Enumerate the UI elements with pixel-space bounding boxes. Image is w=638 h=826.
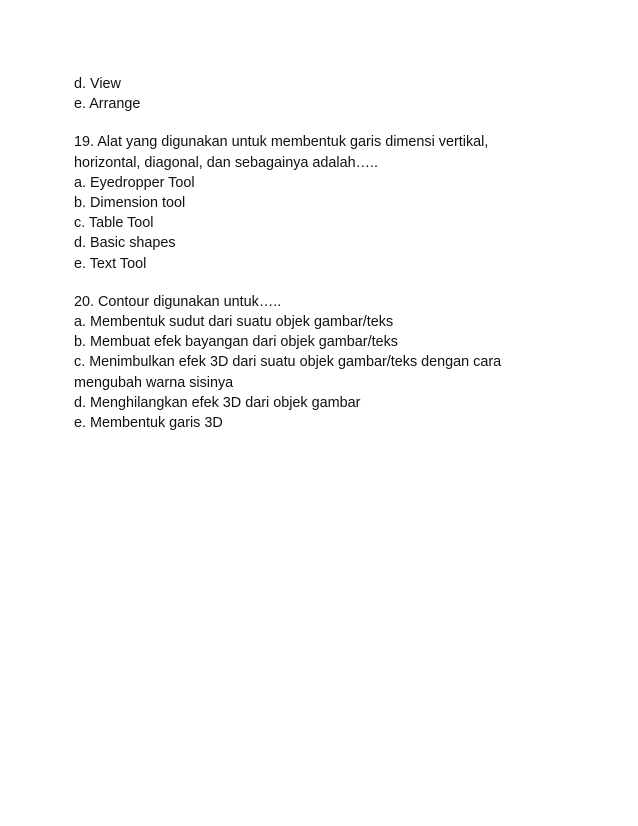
paragraph-gap — [74, 274, 574, 292]
question-19-option-c: c. Table Tool — [74, 215, 154, 232]
question-20-option-c-line-2: mengubah warna sisinya — [74, 374, 234, 391]
question-20-option-d: d. Menghilangkan efek 3D dari objek gambar — [74, 394, 361, 411]
question-19-option-e: e. Text Tool — [74, 255, 147, 272]
option-e-arrange: e. Arrange — [74, 96, 141, 113]
option-d-view: d. View — [74, 76, 121, 92]
question-19-option-b: b. Dimension tool — [74, 195, 186, 212]
previous-question-options — [74, 74, 574, 114]
question-19-option-d: d. Basic shapes — [74, 235, 176, 252]
document-body — [74, 74, 574, 433]
question-20-option-e: e. Membentuk garis 3D — [74, 415, 223, 432]
question-19 — [74, 132, 574, 273]
question-20 — [74, 292, 574, 433]
paragraph-gap — [74, 114, 574, 132]
question-19-text-line-1: 19. Alat yang digunakan untuk membentuk garis dimensi vertikal, — [74, 134, 489, 151]
question-19-text-line-2: horizontal, diagonal, dan sebagainya adalah….. — [74, 154, 379, 171]
question-20-option-a: a. Membentuk sudut dari suatu objek gambar/teks — [74, 314, 394, 331]
question-20-option-c-line-1: c. Menimbulkan efek 3D dari suatu objek gambar/teks dengan cara — [74, 354, 502, 371]
question-20-text: 20. Contour digunakan untuk….. — [74, 293, 282, 310]
question-19-option-a: a. Eyedropper Tool — [74, 174, 195, 191]
question-20-option-b: b. Membuat efek bayangan dari objek gambar/teks — [74, 334, 398, 351]
